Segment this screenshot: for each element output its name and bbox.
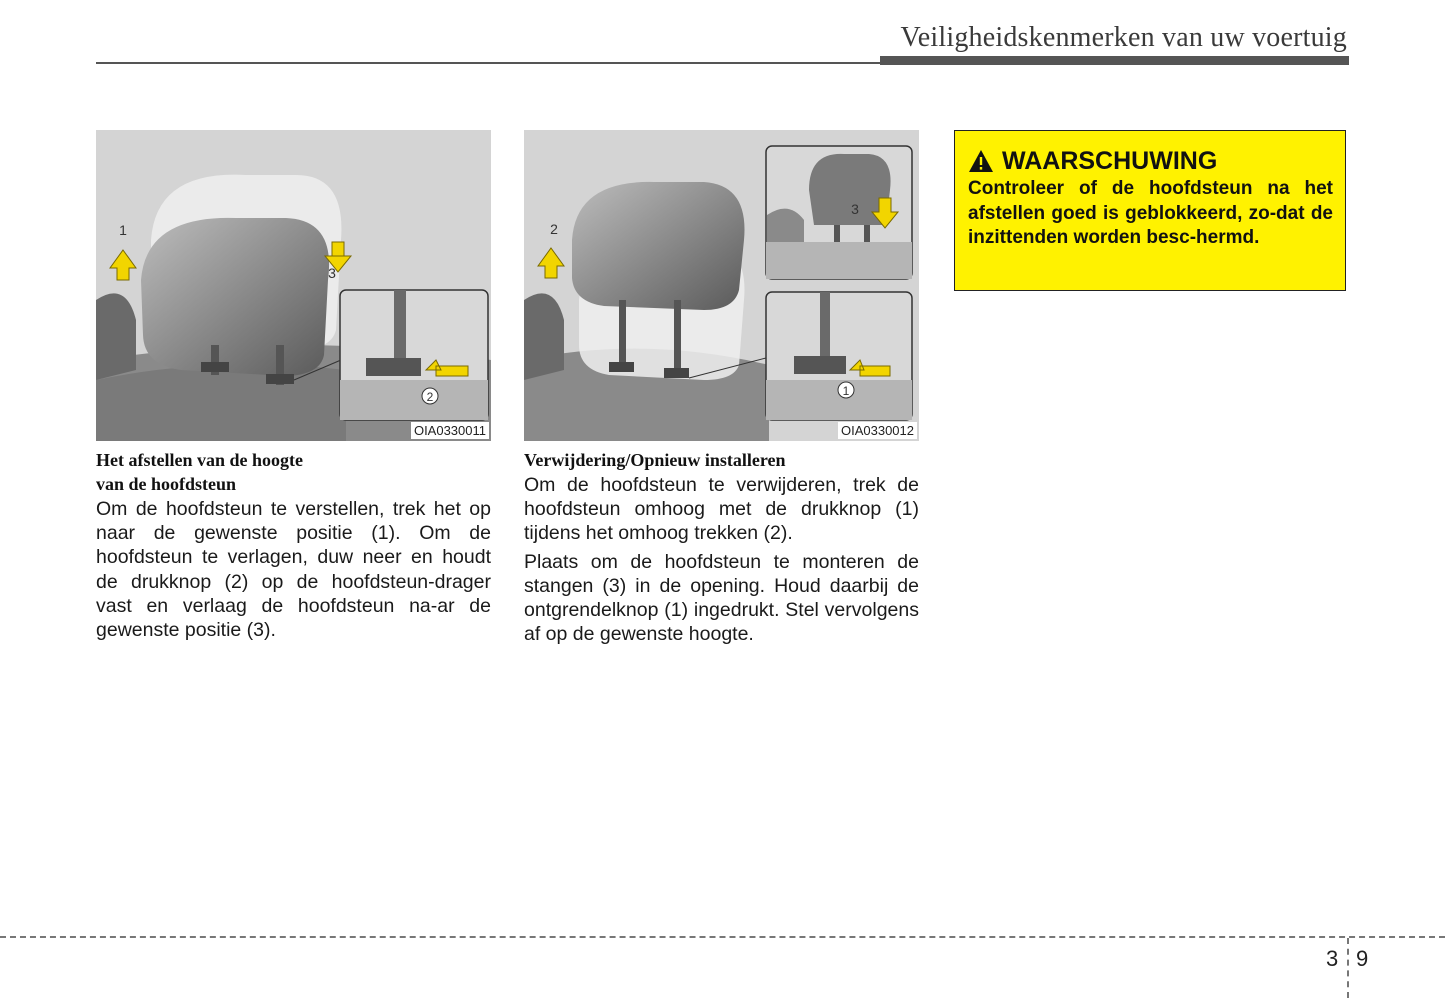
label-2: 2 — [550, 221, 558, 237]
section-paragraph: Om de hoofdsteun te verwijderen, trek de hoofdsteun omhoog met de drukknop (1) tijdens het omhoog trekken (2). — [524, 474, 919, 545]
headrest-removal-illustration — [524, 130, 919, 441]
footer-dashed-rule — [0, 936, 1445, 938]
label-3: 3 — [851, 201, 859, 217]
figure-code: OIA0330011 — [411, 422, 489, 439]
headrest-removal-figure — [524, 130, 919, 441]
warning-text: Controleer of de hoofdsteun na het afstellen goed is geblokkeerd, zo-dat de inzittenden worden besc-hermd. — [968, 178, 1333, 248]
page-number: 9 — [1356, 946, 1369, 971]
chapter-number: 3 — [1326, 946, 1339, 971]
section-heading: Het afstellen van de hoogte van de hoofdsteun — [96, 450, 303, 494]
header-rule-thick — [880, 56, 1349, 65]
section-removal-install — [524, 448, 919, 650]
label-3: 3 — [328, 265, 336, 281]
headrest-height-illustration — [96, 130, 491, 441]
header-rule-thin — [96, 62, 880, 64]
label-1: 1 — [842, 384, 850, 398]
label-2: 2 — [426, 390, 434, 404]
page-number-separator — [1347, 938, 1349, 998]
warning-triangle-icon — [968, 149, 994, 173]
warning-title: WAARSCHUWING — [968, 147, 1333, 175]
section-height-adjust — [96, 448, 491, 646]
warning-box — [954, 130, 1346, 291]
page-header-title: Veiligheidskenmerken van uw voertuig — [900, 22, 1347, 53]
label-1: 1 — [119, 222, 127, 238]
headrest-height-figure — [96, 130, 491, 441]
figure-code: OIA0330012 — [838, 422, 917, 439]
section-paragraph: Om de hoofdsteun te verstellen, trek het op naar de gewenste positie (1). Om de hoofdsteun te verlagen, duw neer en houdt de drukknop (2) op de hoofdsteun-drager vast en verlaag de hoofdsteun na-ar de gewenste positie (3). — [96, 498, 491, 642]
section-paragraph: Plaats om de hoofdsteun te monteren de stangen (3) in de opening. Houd daarbij de ontgrendelknop (1) ingedrukt. Stel vervolgens af op de gewenste hoogte. — [524, 550, 919, 646]
section-heading: Verwijdering/Opnieuw installeren — [524, 450, 786, 470]
